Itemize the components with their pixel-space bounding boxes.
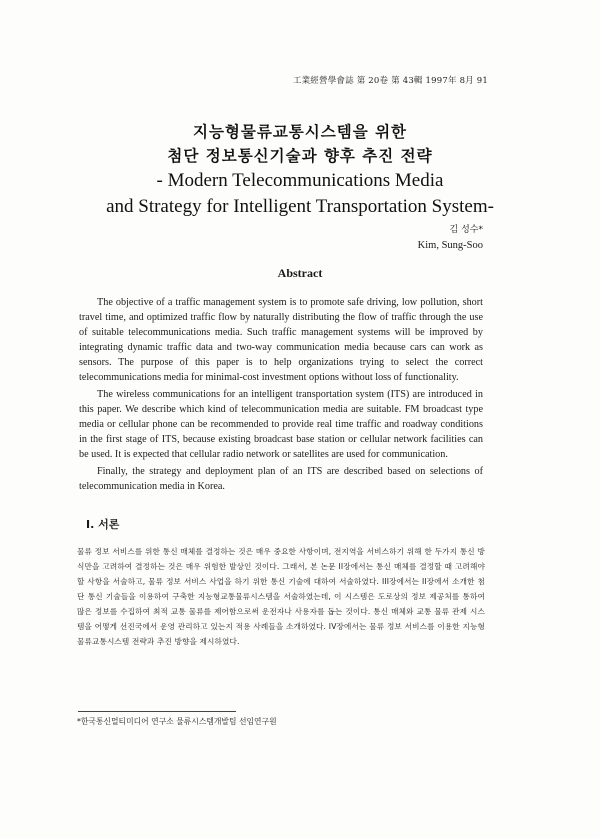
introduction-body	[77, 544, 485, 649]
abstract-body	[79, 295, 483, 496]
abstract-paragraph: The objective of a traffic management system is to promote safe driving, low pollution, short travel time, and optimized traffic flow by naturally distributing the flow of traffic through the use of suitable telecommunications media. Such traffic management systems will be improved by integrating dynamic traffic data and two-way communication media because cars can work as sensors. The purpose of this paper is to help organizations trying to select the correct telecommunications media for minimal-cost investment options without loss of functionality.	[79, 297, 483, 383]
author-name-korean: 김 성수*	[449, 225, 483, 235]
korean-title-line-1: 지능형물류교통시스템을 위한	[192, 123, 408, 141]
abstract-paragraph: The wireless communications for an intelligent transportation system (ITS) are introduced in this paper. We describe which kind of telecommunication media are suitable. FM broadcast type media or cellular phone can be recommended to provide real time traffic and roadway conditions in the first stage of ITS, because existing broadcast base station or cellular network facilities can be used. It is expected that cellular radio network or satellites are used for communication.	[79, 389, 483, 460]
english-title-line-1: - Modern Telecommunications Media	[156, 170, 444, 191]
abstract-paragraph: Finally, the strategy and deployment plan of an ITS are described based on selections of telecommunication media in Korea.	[79, 466, 483, 492]
korean-title-line-2: 첨단 정보통신기술과 향후 추진 전략	[167, 147, 433, 165]
footnote-divider	[78, 711, 236, 712]
abstract-heading: Abstract	[277, 266, 323, 280]
section-heading-introduction: I. 서론	[86, 518, 120, 531]
english-title-line-2: and Strategy for Intelligent Transportation System-	[106, 196, 494, 217]
title-block	[0, 120, 600, 220]
author-name-english: Kim, Sung-Soo	[417, 240, 483, 251]
author-block	[418, 223, 483, 253]
author-affiliation-footnote: *한국통신멀티미디어 연구소 물류시스템개발팀 선임연구원	[77, 717, 277, 726]
introduction-paragraph: 물류 정보 서비스를 위한 통신 매체를 결정하는 것은 매우 중요한 사항이며, 전지역을 서비스하기 위해 한 두가지 통신 방식만을 고려하여 결정하는 것은 매우 위험한 발상인 것이다. 그래서, 본 논문 II장에서는 통신 매체를 결정할 때 고려해야 할 사항을 서술하고, 물류 정보 서비스 사업을 하기 위한 통신 기술에 대하여 서술하였다. III장에서는 II장에서 소개한 첨단 통신 기술들을 이용하여 구축한 지능형교통물류시스템을 서술하였는데, 이 시스템은 도로상의 정보 제공처를 통하여 많은 정보를 수집하여 최적 교통 물류를 제어함으로써 운전자나 사용자를 돕는 것이다. 통신 매체와 교통 물류 관제 시스템을 어떻게 선진국에서 운영 관리하고 있는지 적용 사례들을 소개하였다. IV장에서는 물류 정보 서비스를 이용한 지능형물류교통시스템 전략과 추진 방향을 제시하였다.	[77, 547, 485, 646]
running-header: 工業經營學會誌 第 20卷 第 43輯 1997年 8月 91	[292, 76, 488, 86]
